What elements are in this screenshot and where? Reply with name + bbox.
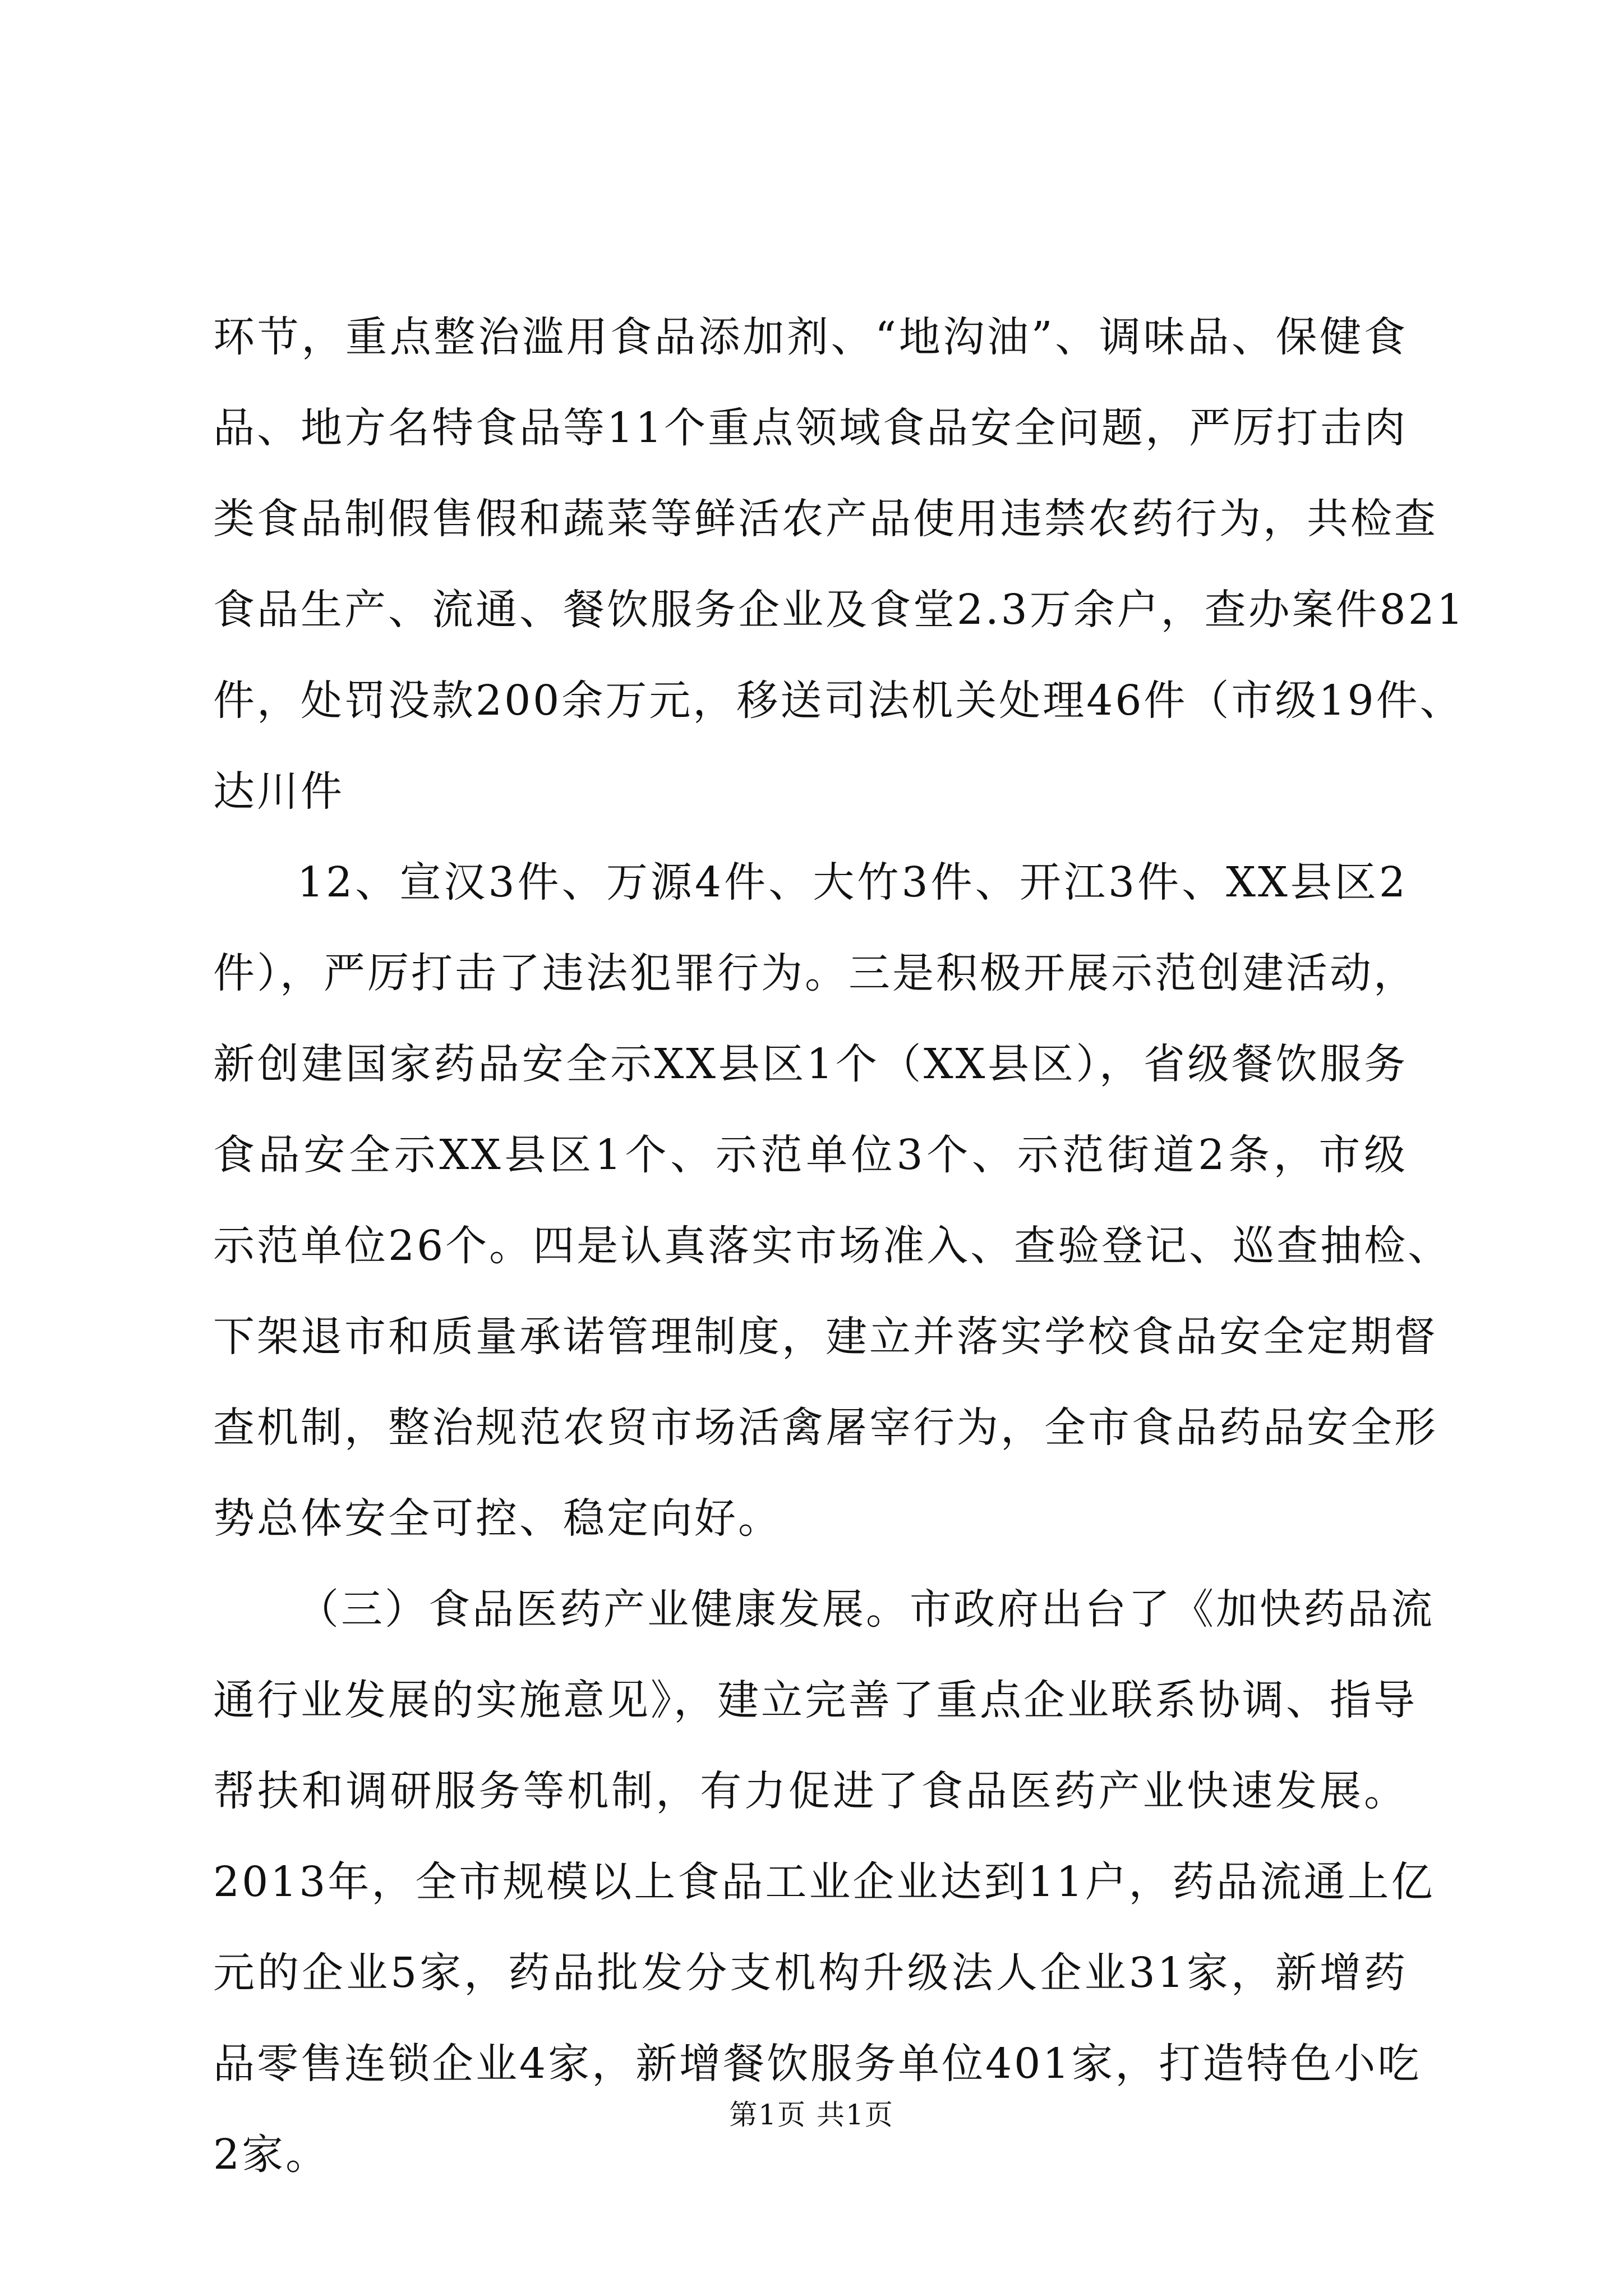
text-line: 示范单位26个。四是认真落实市场准入、查验登记、巡查抽检、 [213, 1222, 1452, 1270]
text-line: 件，处罚没款200余万元，移送司法机关处理46件（市级19件、 [213, 677, 1464, 725]
text-line: 下架退市和质量承诺管理制度，建立并落实学校食品安全定期督 [213, 1313, 1438, 1361]
text-line: 通行业发展的实施意见》，建立完善了重点企业联系协调、指导 [213, 1676, 1417, 1724]
paragraph-1 [213, 292, 1465, 837]
text-line: 2013年，全市规模以上食品工业企业达到11户，药品流通上亿 [213, 1858, 1435, 1906]
text-line: 类食品制假售假和蔬菜等鲜活农产品使用违禁农药行为，共检查 [213, 495, 1438, 543]
body-text [213, 292, 1465, 2200]
paragraph-2 [213, 837, 1452, 1564]
text-line: 环节，重点整治滥用食品添加剂、“地沟油”、调味品、保健食 [213, 313, 1408, 361]
text-line: 品零售连锁企业4家，新增餐饮服务单位401家，打造特色小吃 [213, 2040, 1422, 2088]
text-line: 品、地方名特食品等11个重点领域食品安全问题，严厉打击肉 [213, 404, 1408, 452]
text-line: 12、宣汉3件、万源4件、大竹3件、开江3件、XX县区2 [297, 858, 1408, 907]
text-line: 食品安全示XX县区1个、示范单位3个、示范街道2条，市级 [213, 1131, 1408, 1179]
text-line: 帮扶和调研服务等机制，有力促进了食品医药产业快速发展。 [213, 1767, 1408, 1815]
text-line: 查机制，整治规范农贸市场活禽屠宰行为，全市食品药品安全形 [213, 1404, 1438, 1452]
text-line: 新创建国家药品安全示XX县区1个（XX县区），省级餐饮服务 [213, 1040, 1408, 1088]
text-line: 达川件 [213, 767, 344, 816]
text-line: （三）食品医药产业健康发展。市政府出台了《加快药品流 [297, 1585, 1435, 1634]
text-line: 势总体安全可控、稳定向好。 [213, 1494, 782, 1543]
page-footer: 第1页 共1页 [729, 2099, 894, 2131]
text-line: 食品生产、流通、餐饮服务企业及食堂2.3万余户，查办案件821 [213, 586, 1465, 634]
text-line: 元的企业5家，药品批发分支机构升级法人企业31家，新增药 [213, 1949, 1408, 1997]
text-line: 2家。 [213, 2131, 330, 2179]
text-line: 件），严厉打击了违法犯罪行为。三是积极开展示范创建活动， [213, 949, 1417, 997]
